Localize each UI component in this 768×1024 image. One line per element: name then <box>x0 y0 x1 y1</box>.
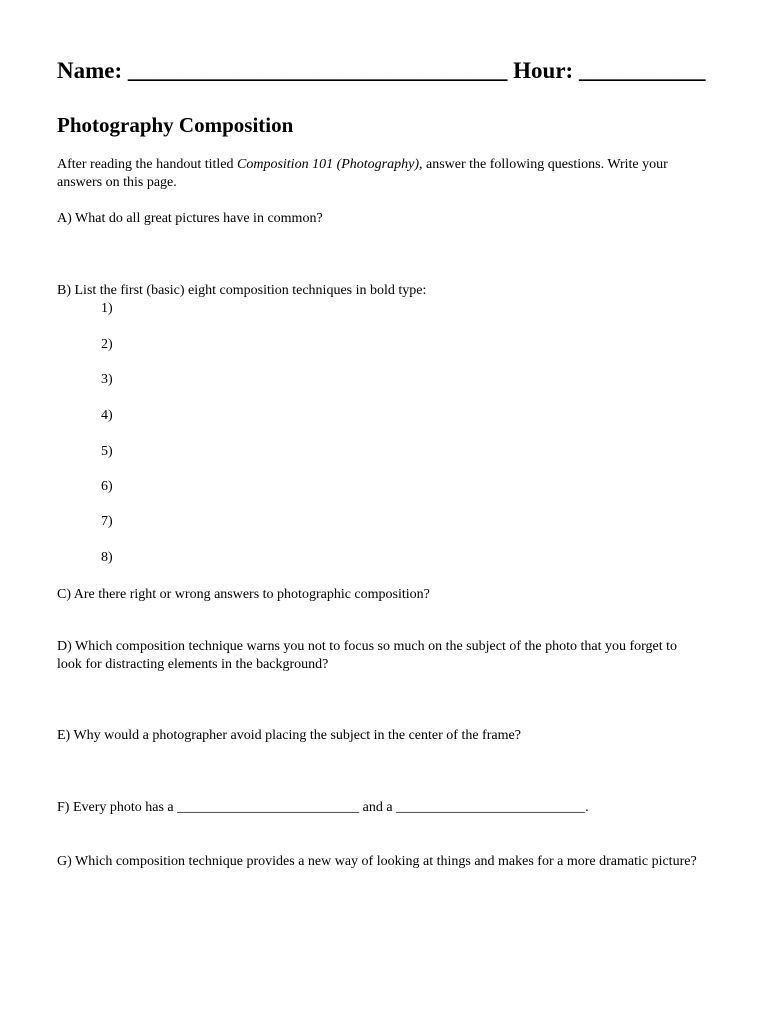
list-item-8: 8) <box>101 550 113 565</box>
question-f-blank-1[interactable]: __________________________ <box>177 800 360 815</box>
intro-paragraph <box>57 156 707 192</box>
list-item-6: 6) <box>101 479 113 494</box>
question-e: E) Why would a photographer avoid placing the subject in the center of the frame? <box>57 728 521 743</box>
question-f-part1: F) Every photo has a <box>57 800 178 815</box>
question-g: G) Which composition technique provides a new way of looking at things and makes for a more dramatic picture? <box>57 854 697 869</box>
question-f-blank-2[interactable]: ___________________________ <box>396 800 586 815</box>
list-item-1: 1) <box>101 301 113 316</box>
header-name-hour <box>57 58 705 84</box>
question-a: A) What do all great pictures have in common? <box>57 211 323 226</box>
question-f-part2: and a <box>359 800 397 815</box>
question-d: D) Which composition technique warns you not to focus so much on the subject of the photo that you forget to look for distracting elements in the background? <box>57 639 678 672</box>
list-item-3: 3) <box>101 372 113 387</box>
question-f <box>57 799 707 817</box>
list-item-7: 7) <box>101 514 113 529</box>
hour-blank-field[interactable]: ___________ <box>578 58 706 83</box>
question-b: B) List the first (basic) eight composition techniques in bold type: <box>57 283 427 298</box>
handout-title: Composition 101 (Photography) <box>237 157 419 172</box>
name-label: Name: <box>57 58 123 83</box>
name-blank-field[interactable]: _________________________________ <box>127 58 508 83</box>
intro-text-before: After reading the handout titled <box>57 157 237 172</box>
question-c: C) Are there right or wrong answers to photographic composition? <box>57 587 430 602</box>
list-item-5: 5) <box>101 444 113 459</box>
question-f-part3: . <box>585 800 589 815</box>
page-title: Photography Composition <box>57 113 294 137</box>
hour-label: Hour: <box>513 58 574 83</box>
intro-text-after: , answer the following questions. Write your answers on this page. <box>57 157 668 190</box>
list-item-2: 2) <box>101 337 113 352</box>
list-item-4: 4) <box>101 408 113 423</box>
